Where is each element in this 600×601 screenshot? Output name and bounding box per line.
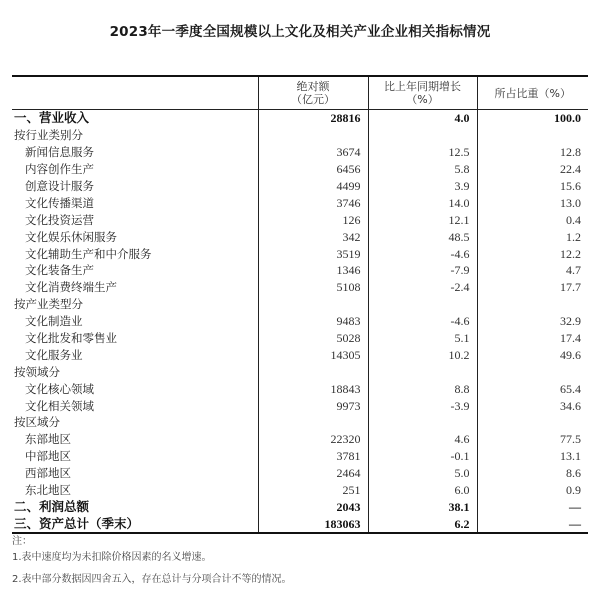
row-label: 文化服务业 <box>25 347 83 362</box>
cell-amount: 342 <box>258 228 368 245</box>
cell-share: 8.6 <box>477 465 588 482</box>
cell-growth: 12.1 <box>368 211 477 228</box>
table-row <box>12 313 588 330</box>
cell-share: 77.5 <box>477 431 588 448</box>
cell-share: 13.1 <box>477 448 588 465</box>
table-row <box>12 515 588 533</box>
cell-amount: 22320 <box>258 431 368 448</box>
cell-growth: -2.4 <box>368 279 477 296</box>
cell-growth <box>368 363 477 380</box>
cell-amount: 4499 <box>258 178 368 195</box>
header-growth-line2: （%） <box>406 93 439 106</box>
row-label: 按区域分 <box>14 415 60 430</box>
cell-growth: 5.1 <box>368 330 477 347</box>
cell-share <box>477 363 588 380</box>
cell-amount <box>258 363 368 380</box>
header-growth <box>368 76 477 110</box>
cell-growth: 14.0 <box>368 194 477 211</box>
cell-share: 0.9 <box>477 482 588 499</box>
row-label: 文化消费终端生产 <box>25 280 117 295</box>
cell-growth: 3.9 <box>368 178 477 195</box>
table-row <box>12 448 588 465</box>
row-label: 中部地区 <box>25 449 71 464</box>
cell-amount: 1346 <box>258 262 368 279</box>
cell-share: 49.6 <box>477 346 588 363</box>
cell-amount: 3781 <box>258 448 368 465</box>
cell-growth: -3.9 <box>368 397 477 414</box>
table-row <box>12 296 588 313</box>
table-row <box>12 127 588 144</box>
cell-amount: 5108 <box>258 279 368 296</box>
cell-share: — <box>477 498 588 515</box>
table-row <box>12 178 588 195</box>
cell-amount: 9973 <box>258 397 368 414</box>
cell-amount: 3674 <box>258 144 368 161</box>
page-title: 2023年一季度全国规模以上文化及相关产业企业相关指标情况 <box>109 24 491 40</box>
row-label: 文化相关领域 <box>25 398 94 413</box>
row-label: 按产业类型分 <box>14 297 83 312</box>
cell-growth: 5.0 <box>368 465 477 482</box>
cell-amount <box>258 127 368 144</box>
cell-share: 15.6 <box>477 178 588 195</box>
row-label: 文化批发和零售业 <box>25 331 117 346</box>
cell-growth: 8.8 <box>368 380 477 397</box>
cell-amount: 3746 <box>258 194 368 211</box>
footnotes <box>12 534 592 588</box>
cell-amount: 14305 <box>258 346 368 363</box>
table-row <box>12 346 588 363</box>
cell-amount: 251 <box>258 482 368 499</box>
header-amount-line2: （亿元） <box>291 93 335 106</box>
cell-share: 17.7 <box>477 279 588 296</box>
cell-share: 32.9 <box>477 313 588 330</box>
table-row <box>12 465 588 482</box>
row-label: 二、利润总额 <box>14 498 90 514</box>
cell-growth: 48.5 <box>368 228 477 245</box>
row-label: 内容创作生产 <box>25 162 94 177</box>
table-row <box>12 279 588 296</box>
cell-amount: 18843 <box>258 380 368 397</box>
table-header-row <box>12 76 588 110</box>
cell-growth: 10.2 <box>368 346 477 363</box>
cell-share <box>477 414 588 431</box>
cell-amount: 183063 <box>258 515 368 533</box>
table-row <box>12 414 588 431</box>
table-row <box>12 482 588 499</box>
table-body <box>12 110 588 534</box>
table-row <box>12 363 588 380</box>
table-row <box>12 194 588 211</box>
cell-growth: 4.6 <box>368 431 477 448</box>
table-row <box>12 330 588 347</box>
header-amount-line1: 绝对额 <box>296 80 330 93</box>
table-row <box>12 262 588 279</box>
cell-amount: 3519 <box>258 245 368 262</box>
cell-growth <box>368 127 477 144</box>
row-label: 文化装备生产 <box>25 263 94 278</box>
table-row <box>12 110 588 127</box>
cell-amount: 2464 <box>258 465 368 482</box>
cell-growth <box>368 296 477 313</box>
cell-share: 17.4 <box>477 330 588 347</box>
row-label: 文化投资运营 <box>25 212 94 227</box>
row-label: 文化娱乐休闲服务 <box>25 229 117 244</box>
cell-share: 0.4 <box>477 211 588 228</box>
cell-share: 65.4 <box>477 380 588 397</box>
cell-growth: -0.1 <box>368 448 477 465</box>
table-row <box>12 397 588 414</box>
cell-share <box>477 127 588 144</box>
cell-growth <box>368 414 477 431</box>
cell-amount: 6456 <box>258 161 368 178</box>
cell-amount <box>258 296 368 313</box>
table-row <box>12 211 588 228</box>
cell-growth: 5.8 <box>368 161 477 178</box>
table-row <box>12 498 588 515</box>
table-row <box>12 228 588 245</box>
header-share: 所占比重（%） <box>477 76 588 110</box>
row-label: 文化核心领域 <box>25 381 94 396</box>
indicators-table-container <box>12 75 588 534</box>
row-label: 按行业类别分 <box>14 128 83 143</box>
row-label: 一、营业收入 <box>14 110 90 126</box>
footnote-2: 2.表中部分数据因四舍五入，存在总计与分项合计不等的情况。 <box>12 574 292 585</box>
row-label: 创意设计服务 <box>25 179 94 193</box>
cell-share: — <box>477 515 588 533</box>
cell-share: 34.6 <box>477 397 588 414</box>
cell-growth: 6.0 <box>368 482 477 499</box>
cell-share: 12.8 <box>477 144 588 161</box>
header-growth-line1: 比上年同期增长 <box>384 80 461 93</box>
cell-amount: 9483 <box>258 313 368 330</box>
indicators-table <box>12 75 588 534</box>
cell-share <box>477 296 588 313</box>
row-label: 文化辅助生产和中介服务 <box>25 246 152 261</box>
cell-growth: 6.2 <box>368 515 477 533</box>
row-label: 东北地区 <box>25 483 71 498</box>
cell-amount: 5028 <box>258 330 368 347</box>
cell-share: 1.2 <box>477 228 588 245</box>
row-label: 新闻信息服务 <box>25 145 94 160</box>
row-label: 文化传播渠道 <box>25 195 94 210</box>
cell-growth: -4.6 <box>368 245 477 262</box>
footnote-heading: 注： <box>12 536 32 547</box>
cell-share: 4.7 <box>477 262 588 279</box>
table-row <box>12 144 588 161</box>
cell-growth: 4.0 <box>368 110 477 127</box>
cell-share: 22.4 <box>477 161 588 178</box>
row-label: 西部地区 <box>25 466 71 481</box>
row-label: 三、资产总计（季末） <box>12 515 258 533</box>
table-row <box>12 245 588 262</box>
cell-share: 13.0 <box>477 194 588 211</box>
row-label: 东部地区 <box>25 432 71 447</box>
cell-share: 100.0 <box>477 110 588 127</box>
cell-growth: 38.1 <box>368 498 477 515</box>
cell-amount <box>258 414 368 431</box>
row-label: 文化制造业 <box>25 314 83 329</box>
cell-amount: 28816 <box>258 110 368 127</box>
table-row <box>12 380 588 397</box>
cell-growth: 12.5 <box>368 144 477 161</box>
table-row <box>12 431 588 448</box>
cell-share: 12.2 <box>477 245 588 262</box>
cell-growth: -7.9 <box>368 262 477 279</box>
table-row <box>12 161 588 178</box>
cell-growth: -4.6 <box>368 313 477 330</box>
cell-amount: 126 <box>258 211 368 228</box>
header-indicator <box>12 76 258 110</box>
row-label: 按领域分 <box>14 364 60 379</box>
header-amount <box>258 76 368 110</box>
footnote-1: 1.表中速度均为未扣除价格因素的名义增速。 <box>12 552 212 563</box>
cell-amount: 2043 <box>258 498 368 515</box>
